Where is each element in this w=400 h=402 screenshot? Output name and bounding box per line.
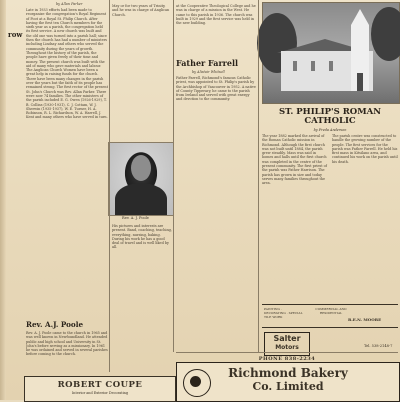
- poole-body: Rev. A. J. Poole came to the church in 1965 and was well known in Newfoundland. He attended public and high school and University in St. John's before serving as a missionary. In 1961 he was ordained and served in several parishes before coming to the church.: [26, 331, 108, 357]
- bakery-name-line2: Co. Limited: [252, 380, 324, 393]
- column-c-body: May or for two years of Trinity, and he was in charge of Anglican Church.: [112, 4, 170, 17]
- st-philips-body-right: The parish centre was constructed to handle the growing number of the people. The first services for the parish was Father Farrell. He held his first mass in Kitsilano area, and continued his work on the parish until his death.: [332, 134, 398, 164]
- church-spire: [351, 9, 369, 25]
- coupe-subtitle: Interior and Exterior Decorating: [71, 391, 129, 395]
- coupe-name: ROBERT COUPE: [57, 380, 143, 390]
- farrell-body: Father Farrell, Richmond's famous Catholic priest, was appointed to St. Philip's parish by the Archbishop of Vancouver in 1952. A native of County Tipperary, he came to the parish from Ireland and served with great energy and devotion to the community.: [176, 76, 256, 102]
- farrell-byline: by Alistair Whitsell: [192, 70, 225, 74]
- decorating-ad-type: COMMERCIAL AND RESIDENTIAL: [315, 307, 347, 315]
- decorating-ad-name: R.E.N. MOORE: [348, 317, 382, 322]
- bakery-logo-icon: [183, 369, 211, 397]
- st-philips-byline: by Freda Anderson: [313, 128, 347, 132]
- ad-rule: [176, 352, 398, 353]
- robert-coupe-ad: [24, 376, 176, 402]
- column-d-body: at the Cooperative Theological College and he was in charge of a mission in the West. He came to this parish in 1936. The church was built in 1929 and the first service was held in the new building.: [176, 4, 256, 26]
- poole-heading: Rev. A.J. Poole: [26, 320, 84, 329]
- st-philips-body: The year 1882 marked the arrival of the Roman Catholic mission in Richmond. Although the first church was not built until 1884, the parish grew steadily. Mass was said in homes and halls until the first church was completed in the centre of the present community. The first priest of the parish was Father Harrison. The parish has grown in size and today serves many families throughout the area.: [262, 134, 327, 186]
- tree-right: [371, 7, 400, 61]
- page-fold: [0, 0, 6, 400]
- portrait-caption: Rev. A. J. Poole: [122, 216, 149, 220]
- church-window: [293, 61, 297, 71]
- st-philips-heading: ST. PHILIP'S ROMAN CATHOLIC: [279, 107, 381, 126]
- church-door: [357, 73, 363, 91]
- richmond-bakery-ad: [176, 362, 400, 402]
- column-rule: [109, 0, 110, 372]
- salter-logo-word2: Motors: [275, 344, 299, 351]
- column-c-body-2: His pictures and interests are present. Band, coaching, teaching, everything, nursing, baking. During his work he has a good deal of travel and is well liked by all.: [112, 224, 172, 250]
- portrait-face: [131, 155, 151, 181]
- church-window: [329, 61, 333, 71]
- left-edge-headline: row: [8, 30, 23, 39]
- bakery-phone: PHONE 838-2234: [258, 356, 316, 362]
- decorating-ad-services: PAINTING · DECORATING · SPECIAL TILE WORK: [264, 307, 303, 319]
- column-b-byline: by Allan Parker: [56, 2, 83, 6]
- portrait-shoulders: [115, 183, 167, 215]
- portrait-photo: [108, 142, 174, 216]
- column-rule: [173, 0, 174, 352]
- column-rule: [258, 0, 259, 352]
- decorating-ad: [262, 304, 398, 328]
- farrell-heading: Father Farrell: [176, 58, 239, 68]
- salter-logo-word1: Salter: [273, 334, 301, 343]
- church-photo: [262, 2, 400, 104]
- column-b-body: Late in 1933 efforts had been made to reorganize the congregation's Royal Regiment of Foot at a Royal St. Philip Church. After having the first ten Church members for the sixth year as a parish, the congregation held its first service. A new church was built and the old one was turned into a parish hall; since then the church has had a number of ministers including Lindsay and others who served the community during the years of growth. Throughout the history of the parish, the people have given freely of their time and money. The present church was built with the aid of many who gave materials and labour. The Anglican Church Women have been a great help in raising funds for the church. There have been many changes in the parish over the years but the faith of its people has remained strong. The first rector of the present St. John's Church was Rev. Allan Parker. There were now 74 families. The other ministers of the parish included E. G. Owen (1926-1929), T. B. Collins (1930-1931), C. J. Cottam, W. J. Sherwin (1935-1937), W. E. Turner, H. A. Robinson, R. L. Richardson, W. A. Harrell, J. Kent and many others who have served in turn.: [26, 8, 108, 120]
- salter-phone: Tel. 538-2148-7: [364, 344, 393, 348]
- bakery-name-line1: Richmond Bakery: [228, 366, 348, 380]
- church-window: [311, 61, 315, 71]
